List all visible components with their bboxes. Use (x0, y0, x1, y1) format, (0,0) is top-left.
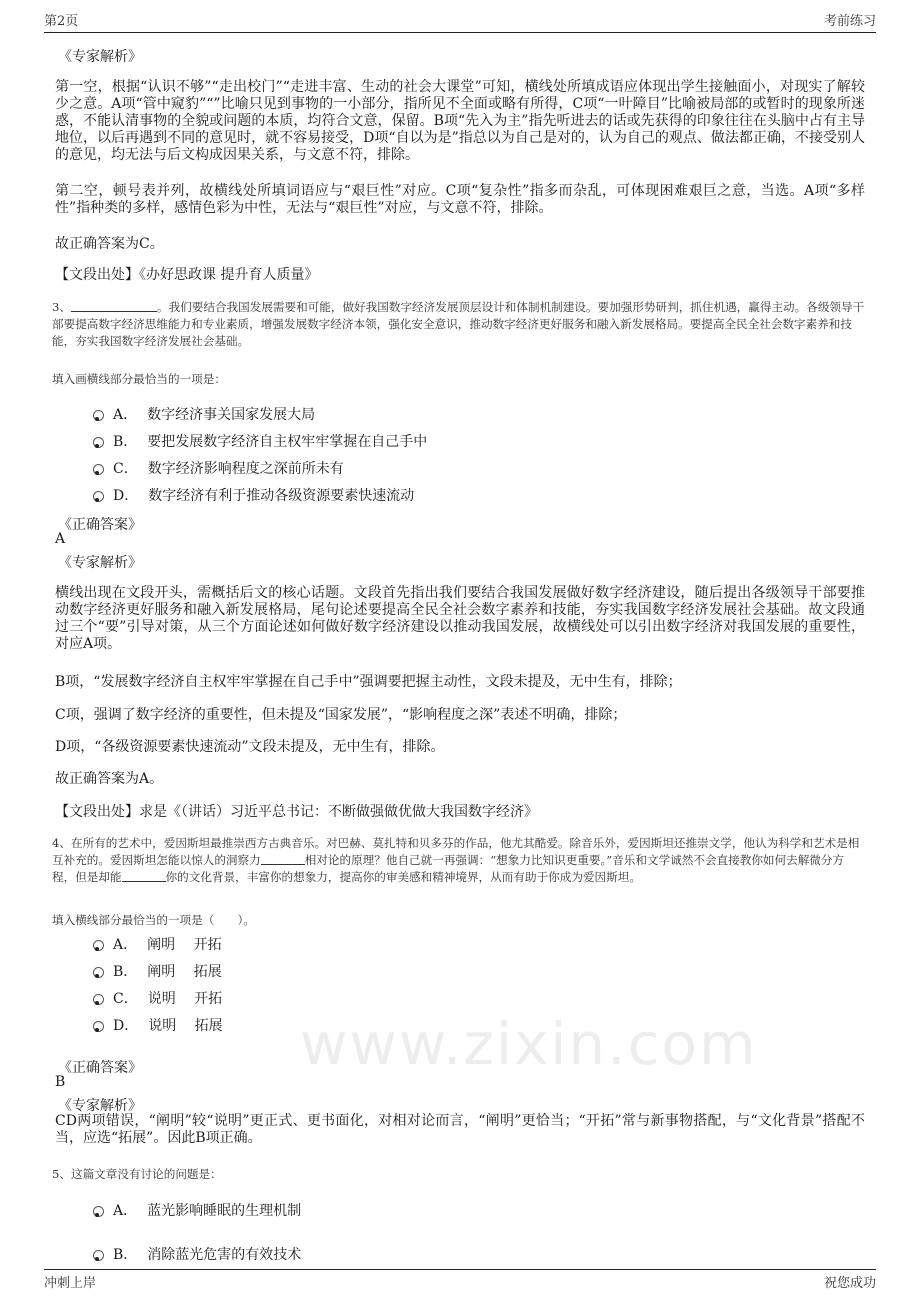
option-letter: C． (113, 461, 138, 477)
q4-instruction: 填入横线部分最恰当的一项是（ ）。 (52, 913, 255, 927)
q3-option-a[interactable] (93, 404, 315, 424)
option-letter: D． (113, 488, 139, 504)
q3-stem (52, 299, 867, 350)
q4-answer-value: B (55, 1074, 66, 1090)
q3-option-c[interactable] (93, 458, 344, 478)
q4-option-d[interactable] (93, 1015, 223, 1035)
q3-analysis-p4: D项，“各级资源要素快速流动”文段未提及，无中生有，排除。 (55, 739, 445, 755)
option-text: 蓝光影响睡眠的生理机制 (147, 1203, 302, 1219)
q5-option-a[interactable] (93, 1200, 301, 1220)
q4-stem (52, 835, 867, 886)
q4-answer-label: 《正确答案》 (58, 1060, 142, 1076)
q4-option-c[interactable] (93, 988, 222, 1008)
radio-icon[interactable] (93, 464, 104, 475)
header-title: 考前练习 (823, 14, 876, 29)
radio-icon[interactable] (93, 410, 104, 421)
option-text: 数字经济有利于推动各级资源要素快速流动 (148, 488, 415, 504)
page-number: 第2页 (44, 14, 79, 29)
q2-analysis-p2: 第二空，顿号表并列，故横线处所填词语应与“艰巨性”对应。C项“复杂性”指多而杂乱，可体现困难艰巨之意，当选。A项“多样性”指种类的多样，感情色彩为中性，无法与“艰巨性”对应，与文意不符，排除。 (55, 183, 865, 216)
q3-analysis-p3: C项，强调了数字经济的重要性，但未提及“国家发展”，“影响程度之深”表述不明确，排除； (55, 707, 627, 723)
q4-stem-part2: 相对论的原理？他自己就一再强调：“想象力比知识更重要。”音乐和文学诚然不会直接教你如何去解微分方程，但是却能 (52, 853, 845, 884)
q4-analysis-label: 《专家解析》 (58, 1098, 142, 1114)
q3-answer: 故正确答案为A。 (55, 771, 164, 787)
radio-icon[interactable] (93, 437, 104, 448)
option-text: 说明 开拓 (147, 991, 223, 1007)
q3-instruction: 填入画横线部分最恰当的一项是： (52, 372, 226, 386)
footer-right: 祝您成功 (823, 1276, 876, 1291)
option-text: 阐明 开拓 (147, 937, 222, 953)
option-letter: B． (113, 1247, 138, 1263)
q2-answer: 故正确答案为C。 (55, 236, 164, 252)
q3-answer-label: 《正确答案》 (58, 517, 142, 533)
radio-icon[interactable] (93, 940, 104, 951)
q2-analysis-p1: 第一空，根据“认识不够”“走出校门”“走进丰富、生动的社会大课堂”可知，横线处所填成语应体现出学生接触面小，对现实了解较少之意。A项“管中窥豹”“”比喻只见到事物的一小部分，指所见不全面或略有所得，C项“一叶障目”比喻被局部的或暂时的现象所迷惑，不能认清事物的全貌或问题的本质，均符合文意，保留。B项“先入为主”指先听进去的话或先获得的印象往往在头脑中占有主导地位，以后再遇到不同的意见时，就不容易接受，D项“自以为是”指总以为自己是对的，认为自己的观点、做法都正确，不接受别人的意见，均无法与后文构成因果关系，与文意不符，排除。 (55, 79, 865, 163)
option-letter: A． (113, 937, 138, 953)
option-letter: A． (113, 407, 138, 423)
radio-icon[interactable] (93, 994, 104, 1005)
q4-blank-2 (122, 870, 166, 882)
q3-option-b[interactable] (93, 431, 427, 451)
page-header (44, 10, 876, 33)
watermark: www.zixin.com (300, 1010, 758, 1078)
option-letter: A． (113, 1203, 138, 1219)
q4-stem-part3: 你的文化背景，丰富你的想象力，提高你的审美感和精神境界，从而有助于你成为爱因斯坦。 (165, 870, 641, 884)
q2-source: 【文段出处】《办好思政课 提升育人质量》 (55, 267, 319, 283)
q4-blank-1 (261, 853, 305, 865)
q5-stem: 5、这篇文章没有讨论的问题是： (52, 1167, 222, 1181)
q4-option-a[interactable] (93, 934, 222, 954)
option-letter: C． (113, 991, 138, 1007)
q3-answer-value: A (55, 531, 66, 547)
q2-analysis-label: 《专家解析》 (58, 49, 142, 65)
radio-icon[interactable] (93, 1021, 104, 1032)
q4-analysis-p1: CD两项错误，“阐明”较“说明”更正式、更书面化，对相对论而言，“阐明”更恰当；“开拓”常与新事物搭配，与“文化背景”搭配不当，应选“拓展”。因此B项正确。 (55, 1113, 865, 1146)
option-text: 消除蓝光危害的有效技术 (147, 1247, 302, 1263)
radio-icon[interactable] (93, 967, 104, 978)
q3-option-d[interactable] (93, 485, 414, 505)
radio-icon[interactable] (93, 1206, 104, 1217)
option-text: 说明 拓展 (148, 1018, 223, 1034)
radio-icon[interactable] (93, 1250, 104, 1261)
q4-option-b[interactable] (93, 961, 222, 981)
option-letter: D． (113, 1018, 139, 1034)
option-text: 数字经济事关国家发展大局 (147, 407, 316, 423)
option-text: 要把发展数字经济自主权牢牢掌握在自己手中 (147, 434, 428, 450)
option-text: 数字经济影响程度之深前所未有 (147, 461, 344, 477)
q3-stem-text: 。我们要结合我国发展需要和可能，做好我国数字经济发展顶层设计和体制机制建设。要加强形势研判，抓住机遇，赢得主动。各级领导干部要提高数字经济思维能力和专业素质，增强发展数字经济本领，强化安全意识，推动数字经济更好服务和融入新发展格局。要提高全民全社会数字素养和技能，夯实我国数字经济发展社会基础。 (52, 300, 865, 348)
q3-number: 3、 (52, 300, 71, 314)
q3-blank (71, 300, 157, 312)
page-footer (44, 1269, 876, 1294)
q4-stem-part1: 4、在所有的艺术中，爱因斯坦最推崇西方古典音乐。对巴赫、莫扎特和贝多芬的作品，他尤其酷爱。除音乐外，爱因斯坦还推崇文学，他认为科学和艺术是相互补充的。爱因斯坦怎能以惊人的洞察力 (52, 836, 860, 867)
q3-analysis-label: 《专家解析》 (58, 555, 142, 571)
q5-option-b[interactable] (93, 1244, 301, 1264)
option-letter: B． (113, 964, 138, 980)
q3-analysis-p2: B项，“发展数字经济自主权牢牢掌握在自己手中”强调要把握主动性，文段未提及，无中生有，排除； (55, 674, 682, 690)
q3-source: 【文段出处】求是《（讲话）习近平总书记：不断做强做优做大我国数字经济》 (55, 804, 538, 820)
footer-left: 冲刺上岸 (44, 1276, 97, 1291)
radio-icon[interactable] (93, 491, 104, 502)
q3-analysis-p1: 横线出现在文段开头，需概括后文的核心话题。文段首先指出我们要结合我国发展做好数字经济建设，随后提出各级领导干部要推动数字经济更好服务和融入新发展格局，尾句论述要提高全民全社会数字素养和技能，夯实我国数字经济发展社会基础。故文段通过三个“要”引导对策，从三个方面论述如何做好数字经济建设以推动我国发展，故横线处可以引出数字经济对我国发展的重要性，对应A项。 (55, 585, 865, 652)
option-letter: B． (113, 434, 138, 450)
option-text: 阐明 拓展 (147, 964, 222, 980)
